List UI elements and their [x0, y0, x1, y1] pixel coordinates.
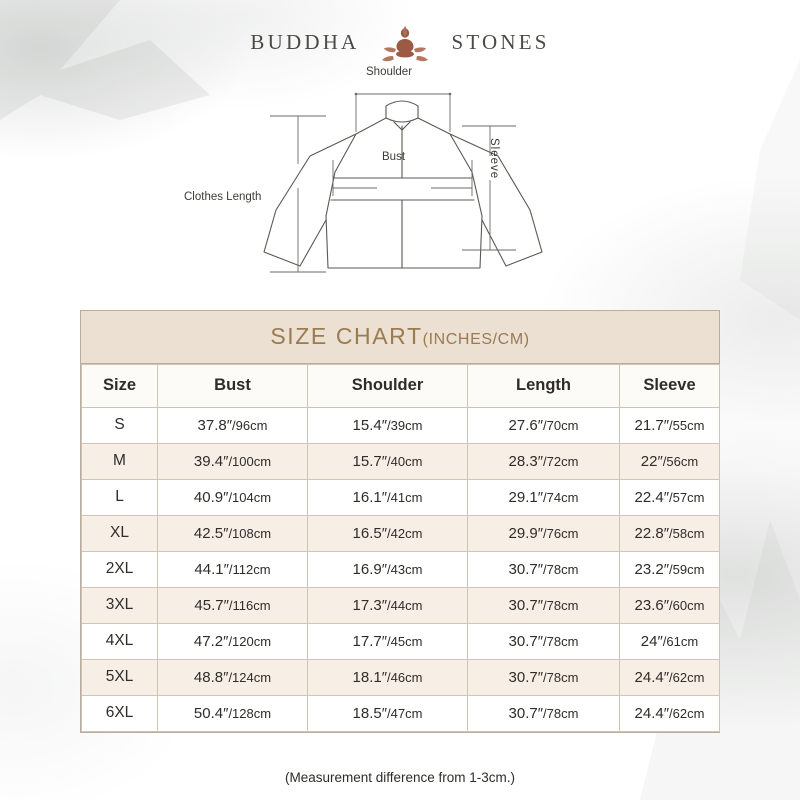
cell-shoulder-cm: /42cm [387, 525, 423, 541]
cell-shoulder [308, 588, 468, 624]
table-row [82, 552, 720, 588]
cell-length [468, 660, 620, 696]
cell-length-inches: 30.7″ [508, 632, 544, 650]
cell-sleeve-inches: 22.8″ [634, 524, 670, 542]
cell-bust-cm: /104cm [228, 489, 272, 505]
column-header-size: Size [82, 365, 158, 408]
cell-shoulder-inches: 18.1″ [352, 668, 388, 686]
cell-length [468, 444, 620, 480]
garment-illustration [150, 60, 670, 300]
cell-sleeve-inches: 21.7″ [634, 416, 670, 434]
size-chart-table [81, 364, 720, 732]
cell-shoulder [308, 480, 468, 516]
table-row [82, 516, 720, 552]
column-header-length: Length [468, 365, 620, 408]
cell-length-inches: 30.7″ [508, 596, 544, 614]
cell-sleeve [620, 696, 720, 732]
cell-shoulder [308, 624, 468, 660]
cell-sleeve-cm: /57cm [669, 489, 705, 505]
label-clothes-length: Clothes Length [184, 191, 262, 203]
cell-shoulder-inches: 16.1″ [352, 488, 388, 506]
table-row [82, 696, 720, 732]
blouse-outline-icon [150, 60, 670, 300]
table-row [82, 588, 720, 624]
label-shoulder: Shoulder [366, 66, 413, 78]
cell-sleeve-cm: /61cm [662, 633, 699, 649]
cell-sleeve-cm: /59cm [669, 561, 705, 577]
cell-length-cm: /76cm [543, 525, 579, 541]
cell-bust-cm: /100cm [228, 453, 272, 469]
table-body [82, 408, 720, 732]
cell-sleeve [620, 516, 720, 552]
cell-shoulder-cm: /40cm [387, 453, 423, 469]
cell-length-inches: 27.6″ [508, 416, 544, 434]
cell-bust-cm: /120cm [228, 633, 272, 649]
cell-length [468, 480, 620, 516]
cell-bust-inches: 48.8″ [193, 668, 229, 686]
cell-sleeve [620, 480, 720, 516]
cell-bust-inches: 45.7″ [194, 596, 229, 614]
cell-sleeve-inches: 22.4″ [634, 488, 670, 506]
table-row [82, 480, 720, 516]
cell-bust-inches: 50.4″ [193, 704, 229, 722]
cell-sleeve-inches: 23.2″ [634, 560, 670, 578]
cell-length-cm: /78cm [543, 633, 579, 649]
cell-size: XL [82, 516, 158, 552]
cell-length-inches: 28.3″ [508, 452, 544, 470]
cell-length-cm: /72cm [543, 453, 579, 469]
table-row [82, 660, 720, 696]
cell-shoulder [308, 696, 468, 732]
cell-sleeve-cm: /62cm [669, 669, 705, 685]
cell-length [468, 588, 620, 624]
cell-sleeve-inches: 24.4″ [634, 704, 670, 722]
cell-sleeve-inches: 23.6″ [634, 596, 670, 614]
cell-shoulder [308, 552, 468, 588]
size-chart-title [81, 311, 719, 364]
cell-length-inches: 29.9″ [508, 524, 544, 542]
cell-sleeve [620, 408, 720, 444]
cell-bust-inches: 37.8″ [197, 416, 233, 434]
brand-word-right: STONES [451, 29, 550, 54]
cell-shoulder-cm: /47cm [387, 705, 423, 721]
cell-sleeve-cm: /60cm [669, 597, 705, 613]
cell-length [468, 516, 620, 552]
cell-bust-cm: /112cm [228, 561, 271, 577]
label-sleeve: Sleeve [488, 138, 500, 180]
cell-shoulder-inches: 18.5″ [352, 704, 388, 722]
cell-length-inches: 30.7″ [508, 668, 544, 686]
cell-bust [158, 588, 308, 624]
cell-shoulder-cm: /45cm [387, 633, 423, 649]
cell-bust-inches: 39.4″ [193, 452, 229, 470]
cell-size: 4XL [82, 624, 158, 660]
table-header-row [82, 365, 720, 408]
cell-bust-cm: /124cm [228, 669, 272, 685]
cell-length-cm: /70cm [543, 417, 579, 433]
cell-shoulder-cm: /39cm [387, 417, 423, 433]
cell-length [468, 624, 620, 660]
cell-sleeve [620, 588, 720, 624]
cell-bust [158, 408, 308, 444]
cell-bust-cm: /96cm [232, 417, 268, 433]
cell-shoulder-inches: 16.9″ [352, 560, 388, 578]
cell-bust-cm: /116cm [228, 597, 271, 613]
column-header-sleeve: Sleeve [620, 365, 720, 408]
cell-shoulder-inches: 17.3″ [352, 596, 388, 614]
cell-shoulder [308, 660, 468, 696]
cell-size: S [82, 408, 158, 444]
label-bust: Bust [382, 151, 406, 163]
cell-shoulder-inches: 17.7″ [352, 632, 388, 650]
cell-shoulder-cm: /41cm [387, 489, 423, 505]
cell-length-cm: /78cm [543, 597, 579, 613]
cell-length-cm: /74cm [543, 489, 579, 505]
cell-size: 6XL [82, 696, 158, 732]
cell-shoulder [308, 408, 468, 444]
cell-bust [158, 444, 308, 480]
cell-bust-cm: /108cm [228, 525, 272, 541]
column-header-shoulder: Shoulder [308, 365, 468, 408]
cell-shoulder-inches: 15.4″ [352, 416, 388, 434]
measurement-note: (Measurement difference from 1-3cm.) [284, 770, 516, 785]
cell-sleeve-cm: /58cm [669, 525, 705, 541]
cell-sleeve [620, 624, 720, 660]
cell-bust-inches: 44.1″ [194, 560, 229, 578]
cell-bust [158, 624, 308, 660]
cell-bust-cm: /128cm [228, 705, 272, 721]
table-row [82, 444, 720, 480]
cell-sleeve-cm: /56cm [662, 453, 699, 469]
size-chart-title-sub: (INCHES/CM) [422, 331, 530, 348]
cell-bust-inches: 47.2″ [193, 632, 229, 650]
cell-sleeve-inches: 22″ [640, 452, 663, 470]
cell-sleeve [620, 444, 720, 480]
cell-length-inches: 30.7″ [508, 560, 544, 578]
cell-size: L [82, 480, 158, 516]
cell-bust [158, 660, 308, 696]
cell-length [468, 696, 620, 732]
table-row [82, 624, 720, 660]
cell-bust [158, 552, 308, 588]
table-row [82, 408, 720, 444]
cell-size: 2XL [82, 552, 158, 588]
cell-length-inches: 30.7″ [508, 704, 544, 722]
cell-shoulder-inches: 16.5″ [352, 524, 388, 542]
cell-bust-inches: 40.9″ [193, 488, 229, 506]
cell-length-cm: /78cm [543, 669, 579, 685]
cell-size: 3XL [82, 588, 158, 624]
cell-sleeve-inches: 24.4″ [634, 668, 670, 686]
cell-shoulder-cm: /44cm [387, 597, 423, 613]
cell-sleeve [620, 660, 720, 696]
cell-shoulder-cm: /43cm [387, 561, 423, 577]
cell-shoulder [308, 444, 468, 480]
cell-shoulder [308, 516, 468, 552]
cell-bust-inches: 42.5″ [193, 524, 229, 542]
cell-bust [158, 696, 308, 732]
cell-sleeve [620, 552, 720, 588]
cell-length-cm: /78cm [543, 561, 579, 577]
size-chart-title-main: SIZE CHART [270, 323, 423, 349]
cell-bust [158, 480, 308, 516]
column-header-bust: Bust [158, 365, 308, 408]
cell-shoulder-inches: 15.7″ [352, 452, 388, 470]
cell-sleeve-cm: /55cm [669, 417, 705, 433]
cell-sleeve-inches: 24″ [640, 632, 663, 650]
cell-size: M [82, 444, 158, 480]
cell-sleeve-cm: /62cm [669, 705, 705, 721]
cell-length-cm: /78cm [543, 705, 579, 721]
cell-length [468, 552, 620, 588]
cell-length [468, 408, 620, 444]
cell-bust [158, 516, 308, 552]
cell-size: 5XL [82, 660, 158, 696]
cell-shoulder-cm: /46cm [387, 669, 423, 685]
cell-length-inches: 29.1″ [508, 488, 544, 506]
brand-word-left: BUDDHA [250, 29, 360, 54]
size-chart-table-wrap [80, 310, 720, 733]
brand-header [0, 18, 800, 66]
